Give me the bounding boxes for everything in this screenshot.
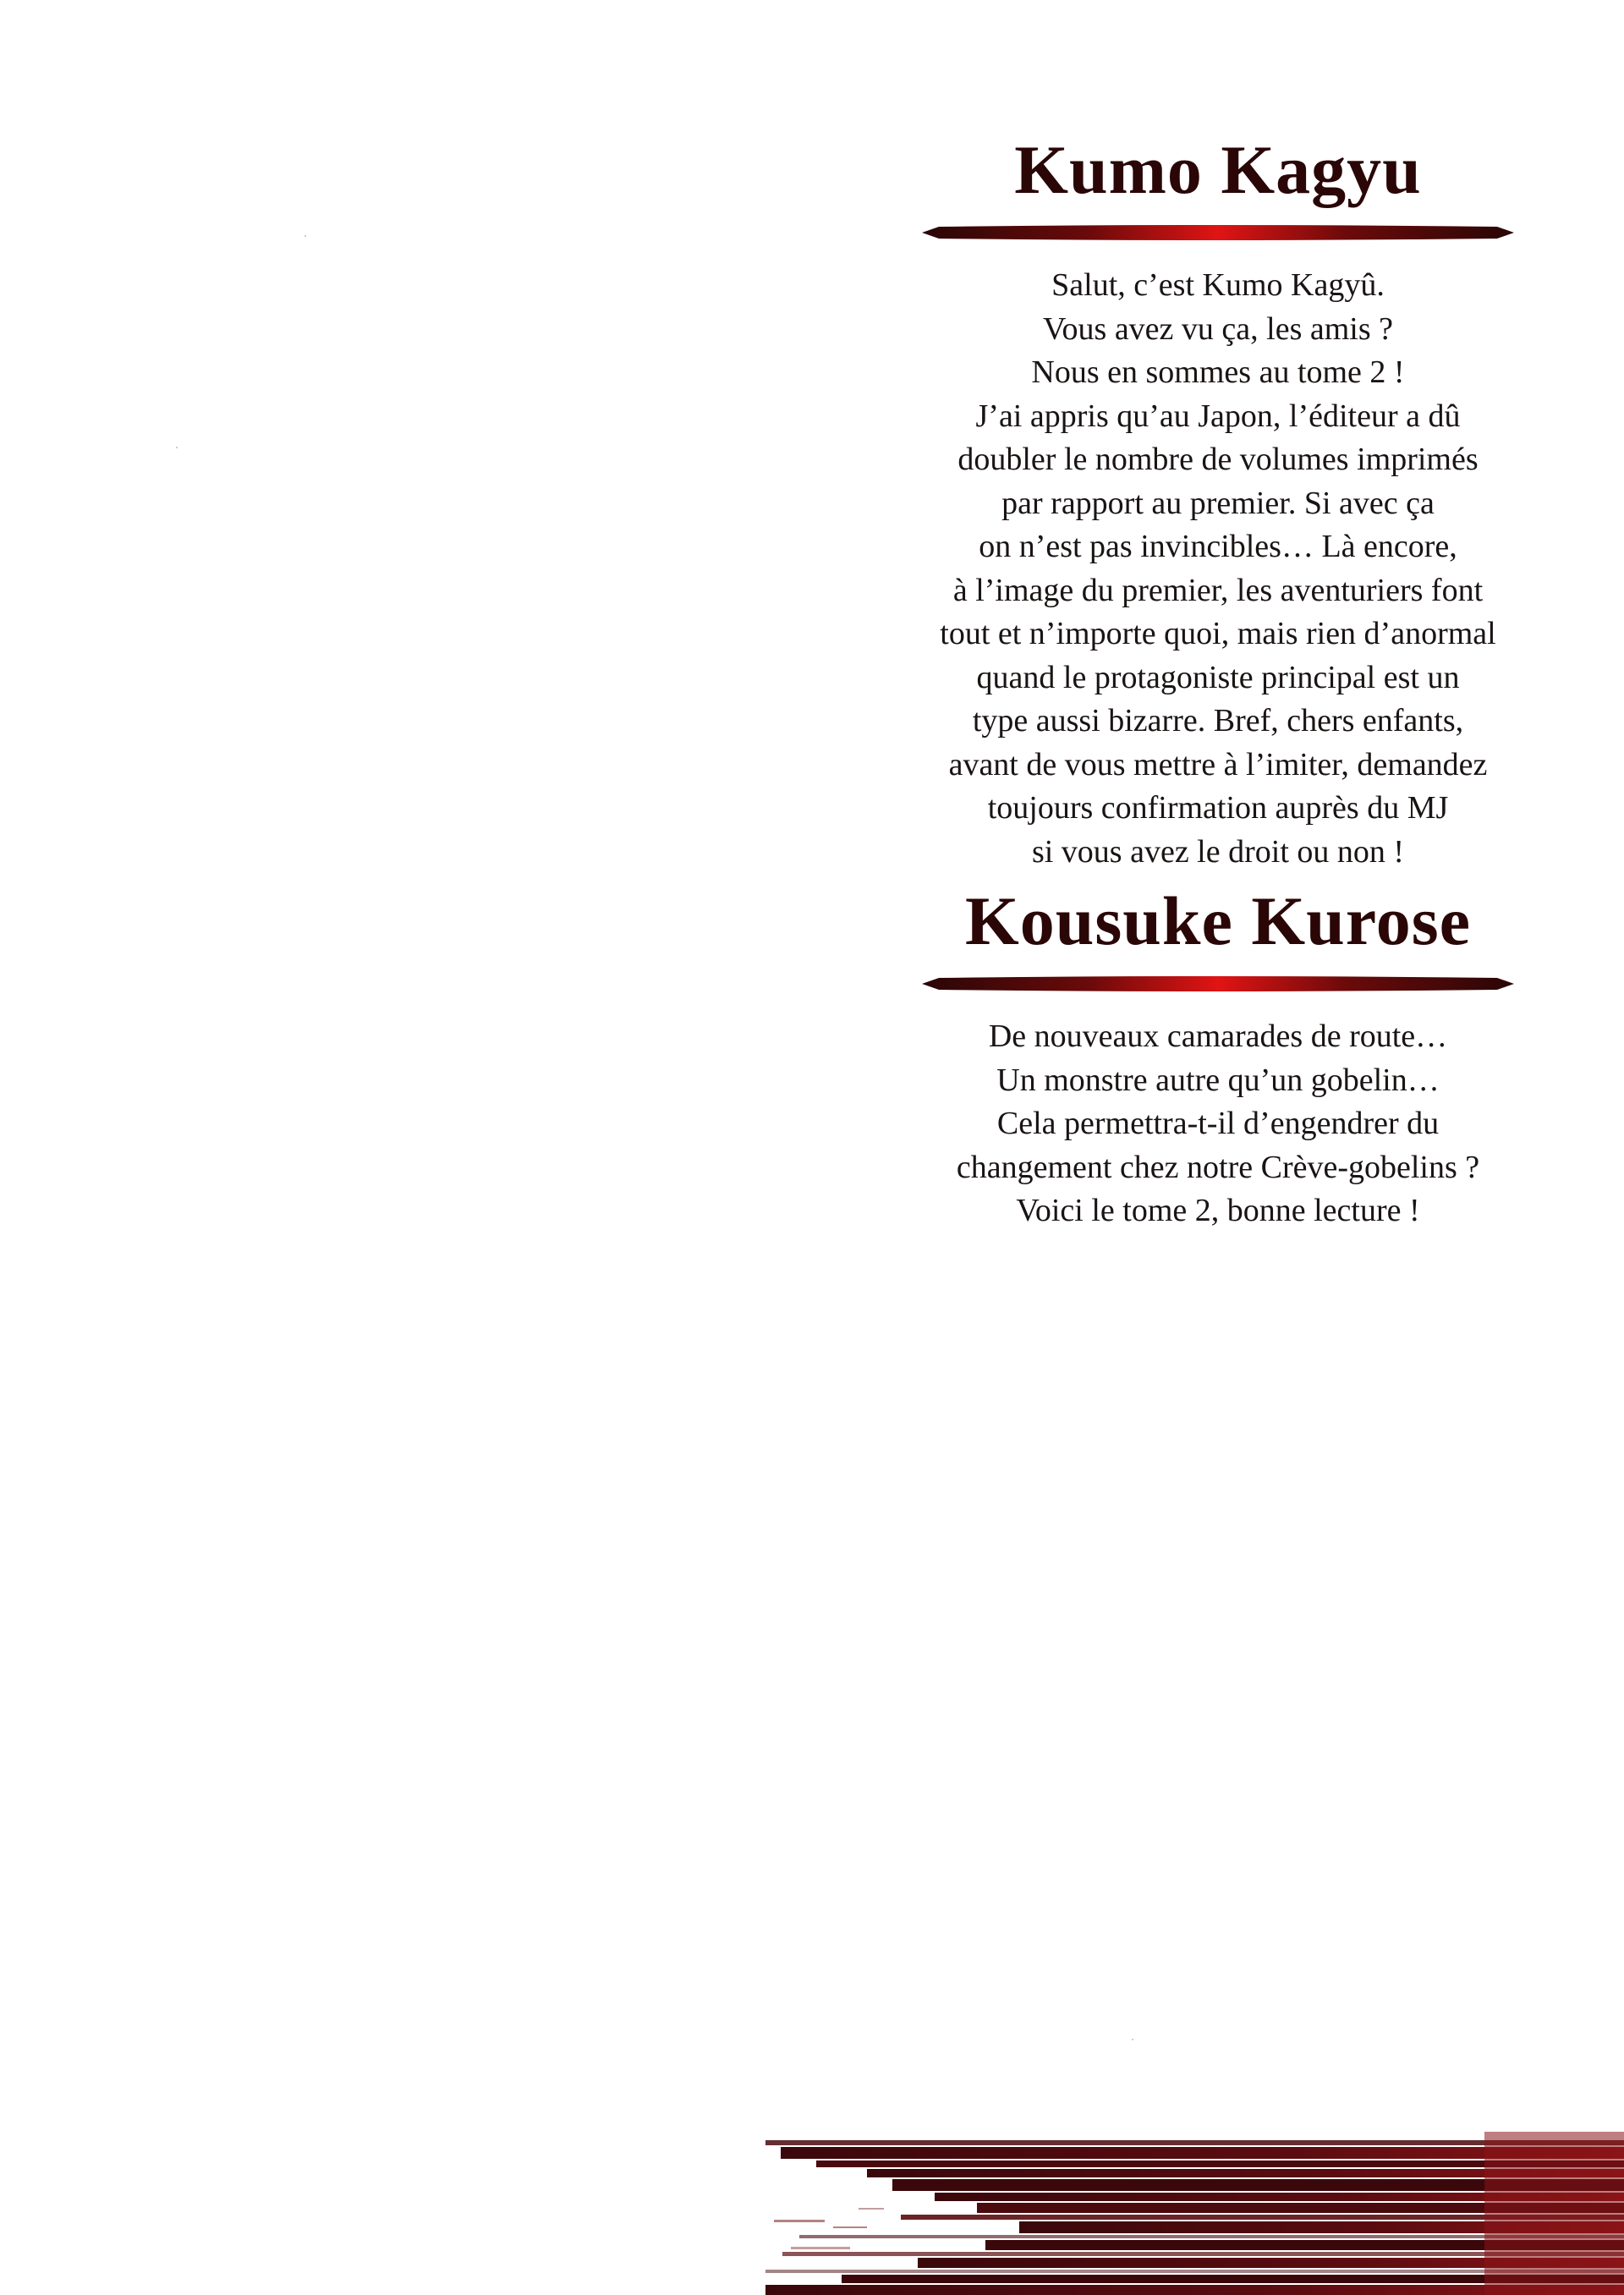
message-line: par rapport au premier. Si avec ça — [1001, 485, 1435, 521]
author-section-kumo-kagyu — [914, 131, 1522, 874]
message-line: Cela permettra-t-il d’engendrer du — [996, 1106, 1440, 1141]
title-divider — [922, 975, 1514, 993]
message-line: on n’est pas invincibles… Là encore, — [979, 529, 1457, 564]
message-line: doubler le nombre de volumes imprimés — [957, 442, 1479, 477]
message-line: toujours confirmation auprès du MJ — [987, 790, 1449, 826]
message-line: quand le protagoniste principal est un — [976, 659, 1460, 695]
message-line: Voici le tome 2, bonne lecture ! — [1016, 1193, 1420, 1228]
author-section-kousuke-kurose — [914, 882, 1522, 1233]
message-line: avant de vous mettre à l’imiter, demandez — [948, 746, 1488, 782]
author-message — [914, 1015, 1522, 1233]
message-line: Un monstre autre qu’un gobelin… — [996, 1062, 1440, 1098]
message-line: De nouveaux camarades de route… — [988, 1018, 1448, 1054]
message-line: tout et n’importe quoi, mais rien d’anormal — [940, 616, 1496, 651]
message-line: Vous avez vu ça, les amis ? — [1042, 310, 1393, 347]
message-line: à l’image du premier, les aventuriers font — [952, 572, 1484, 608]
author-message — [914, 264, 1522, 874]
brush-stroke-decoration — [765, 2132, 1624, 2295]
message-line: J’ai appris qu’au Japon, l’éditeur a dû — [975, 398, 1461, 434]
message-line: type aussi bizarre. Bref, chers enfants, — [972, 703, 1464, 738]
paper-speck — [1132, 2039, 1133, 2040]
paper-speck — [176, 447, 178, 448]
title-divider — [922, 223, 1514, 242]
author-title: Kousuke Kurose — [964, 882, 1471, 959]
message-line: Salut, c’est Kumo Kagyû. — [1051, 267, 1385, 303]
message-line: Nous en sommes au tome 2 ! — [1031, 354, 1405, 390]
message-line: changement chez notre Crève-gobelins ? — [956, 1149, 1480, 1185]
message-line: si vous avez le droit ou non ! — [1031, 833, 1405, 870]
paper-speck — [304, 235, 306, 237]
author-title: Kumo Kagyu — [1014, 131, 1422, 208]
